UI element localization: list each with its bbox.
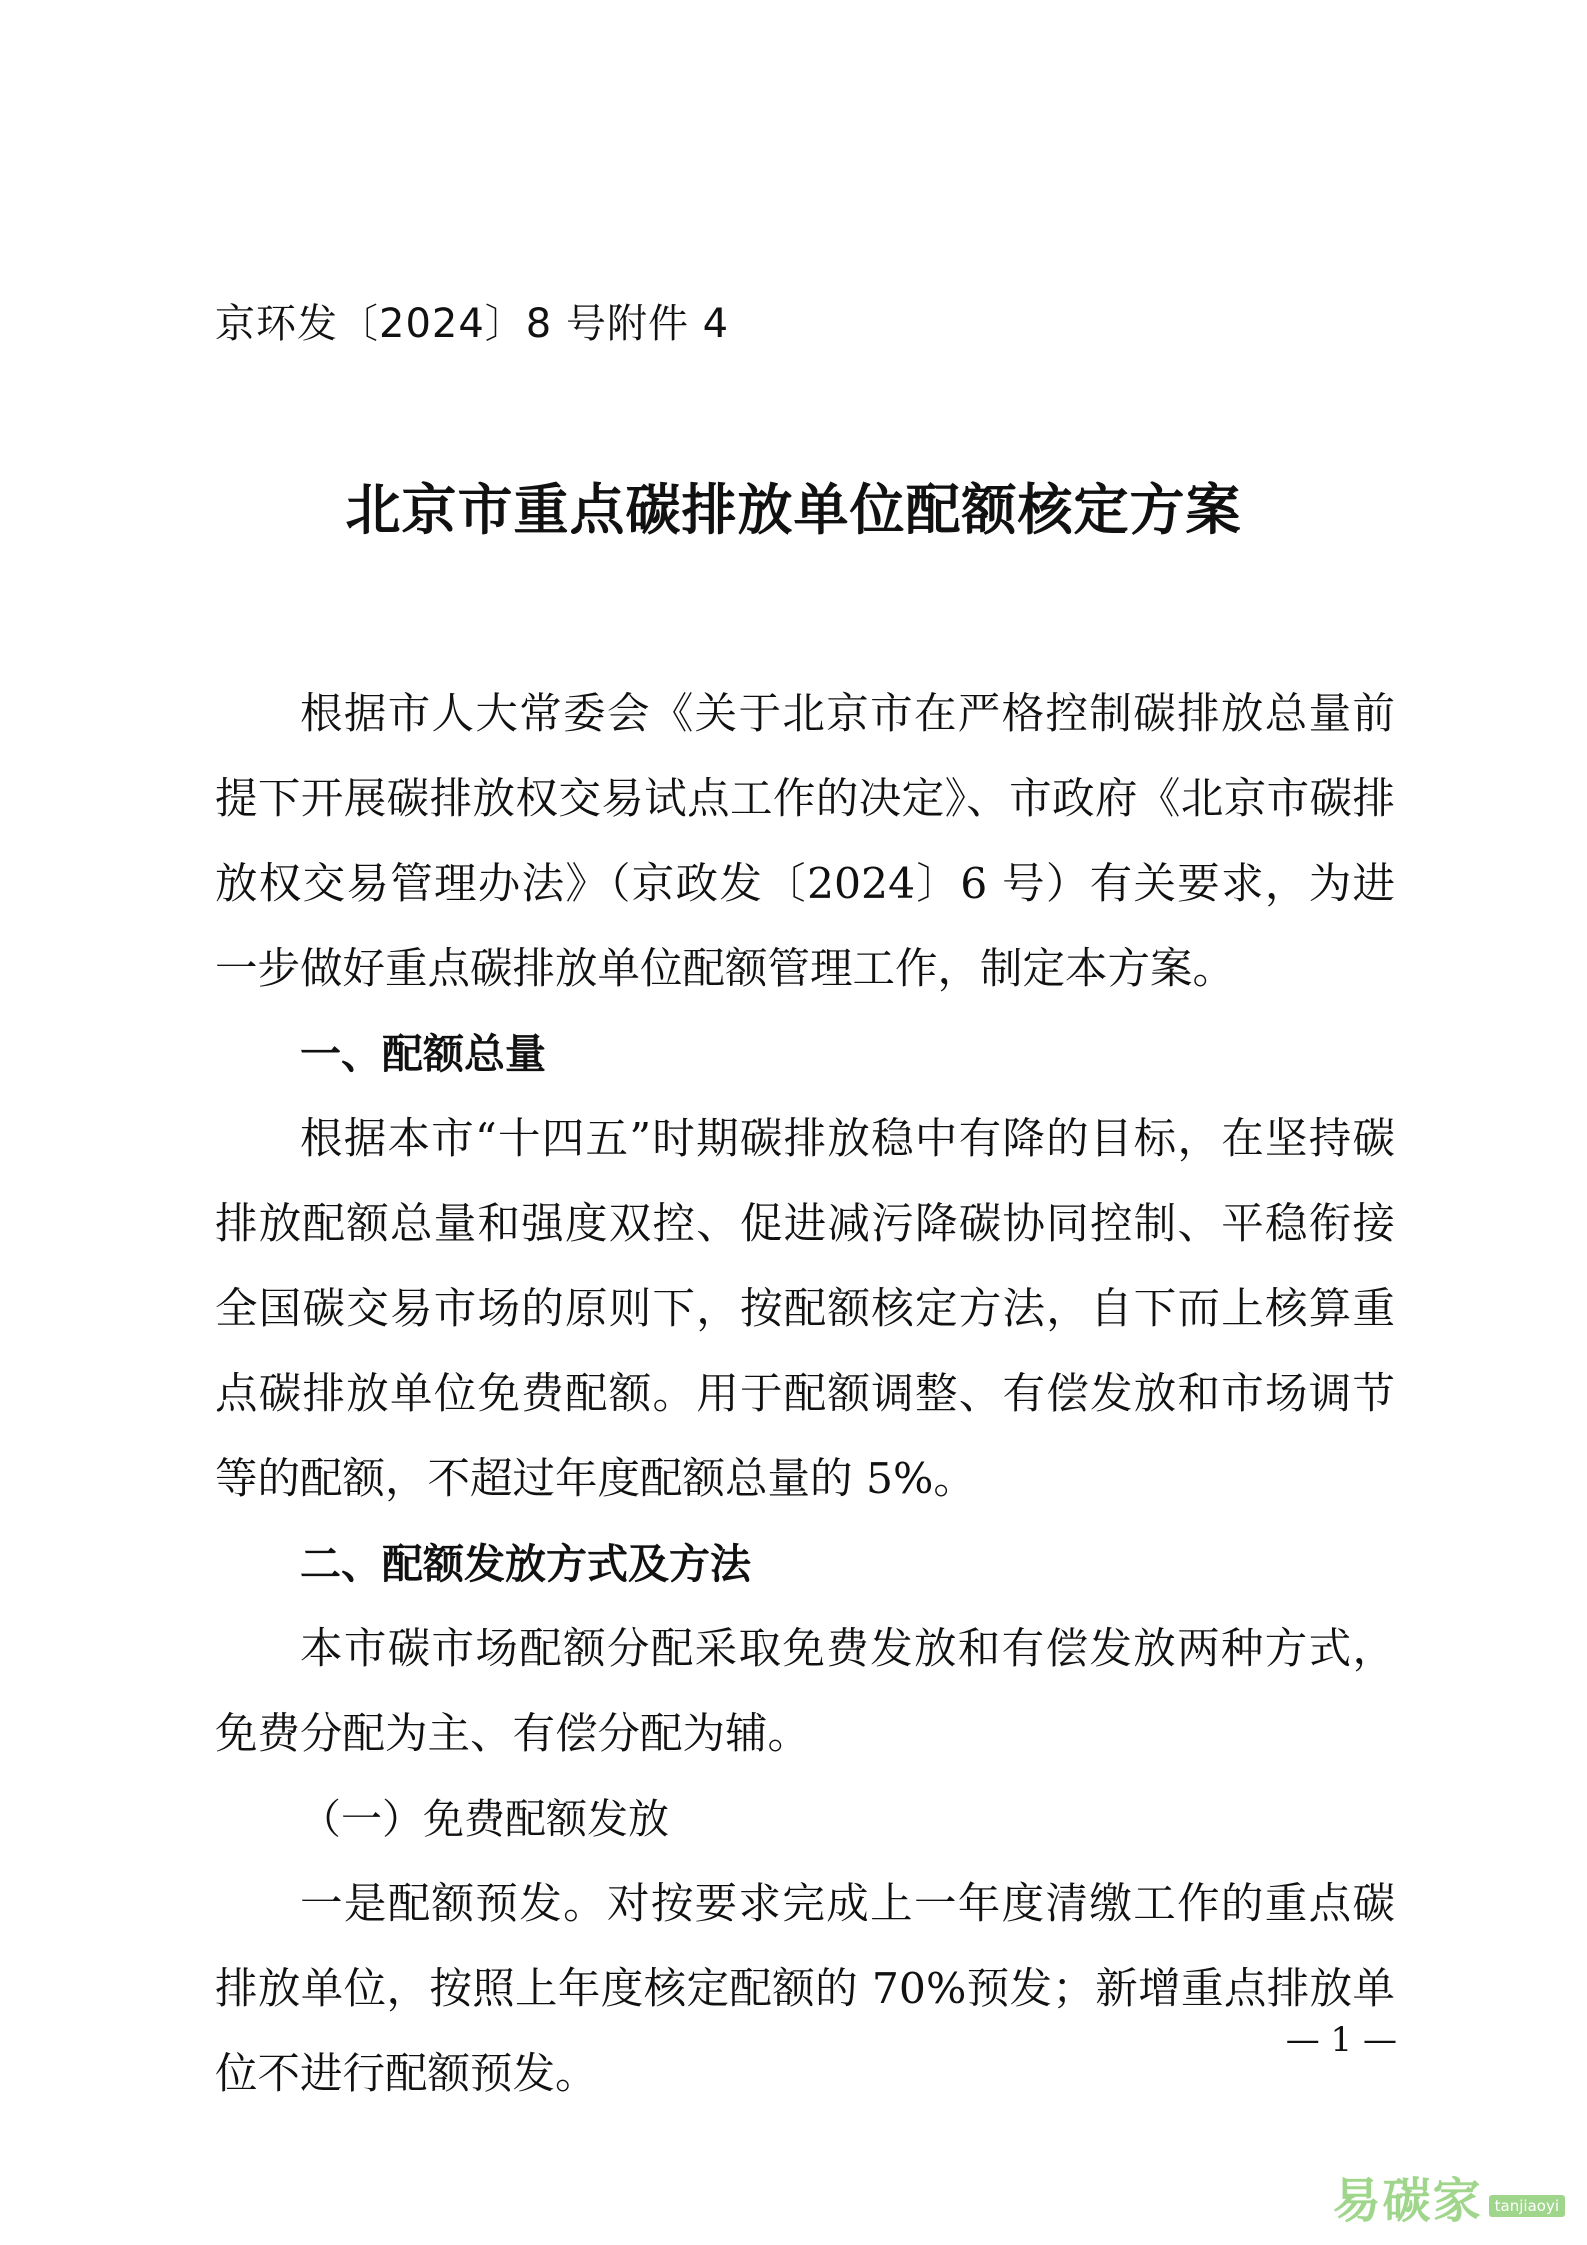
site-watermark — [1333, 2173, 1565, 2229]
intro-paragraph: 根据市人大常委会《关于北京市在严格控制碳排放总量前提下开展碳排放权交易试点工作的决定》、市政府《北京市碳排放权交易管理办法》（京政发〔2024〕6 号）有关要求，为进一步做好重点碳排放单位配额管理工作，制定本方案。 — [215, 690, 1395, 994]
page-number: — 1 — — [1285, 2020, 1397, 2060]
section-1-paragraph: 根据本市“十四五”时期碳排放稳中有降的目标，在坚持碳排放配额总量和强度双控、促进减污降碳协同控制、平稳衔接全国碳交易市场的原则下，按配额核定方法，自下而上核算重点碳排放单位免费配额。用于配额调整、有偿发放和市场调节等的配额，不超过年度配额总量的 5%。 — [215, 1115, 1395, 1504]
document-title: 北京市重点碳排放单位配额核定方案 — [345, 477, 1242, 542]
document-body — [215, 672, 1395, 2117]
section-2-heading: 二、配额发放方式及方法 — [300, 1540, 751, 1588]
subsection-1-paragraph: 一是配额预发。对按要求完成上一年度清缴工作的重点碳排放单位，按照上年度核定配额的 70%预发；新增重点排放单位不进行配额预发。 — [215, 1880, 1395, 2099]
watermark-domain: tanjiaoyi — [1489, 2195, 1565, 2217]
watermark-logo: 易碳家 — [1332, 2173, 1483, 2229]
subsection-1-heading: （一）免费配额发放 — [300, 1795, 669, 1843]
section-1-heading: 一、配额总量 — [300, 1030, 546, 1078]
document-number: 京环发〔2024〕8 号附件 4 — [215, 301, 730, 347]
section-2-paragraph: 本市碳市场配额分配采取免费发放和有偿发放两种方式，免费分配为主、有偿分配为辅。 — [215, 1625, 1395, 1759]
